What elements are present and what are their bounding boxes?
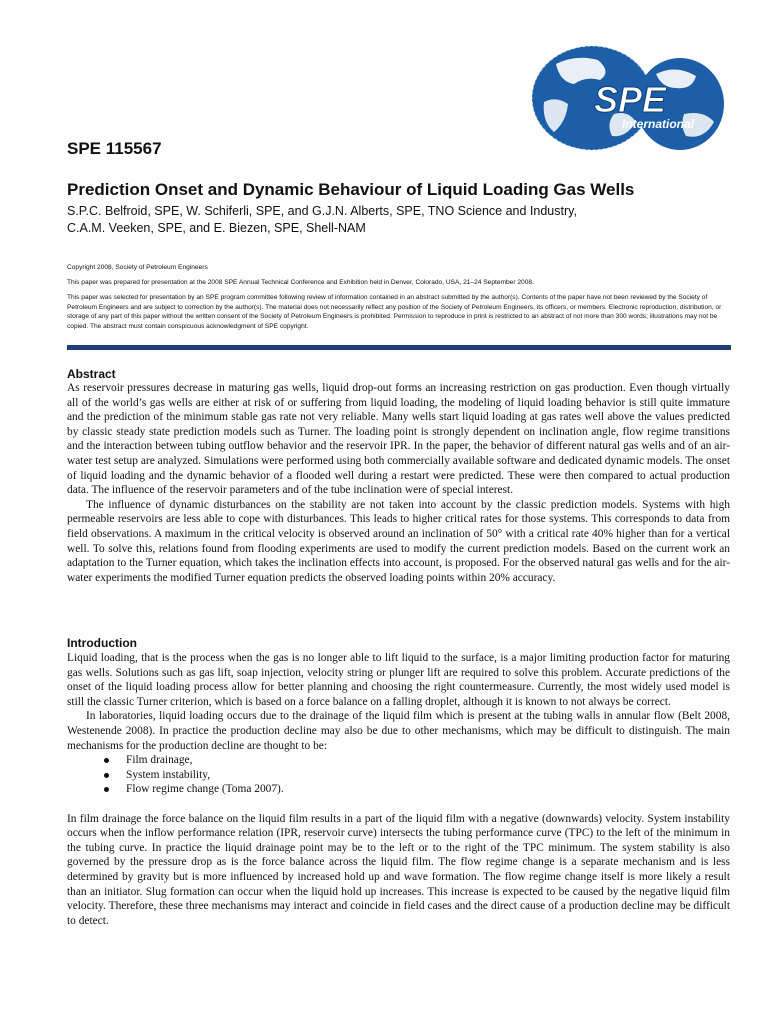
paragraph-gap [67, 797, 730, 812]
abstract-heading: Abstract [67, 367, 116, 381]
copyright-block [67, 263, 735, 337]
paper-title: Prediction Onset and Dynamic Behaviour of Liquid Loading Gas Wells [67, 180, 635, 199]
introduction-paragraph: In laboratories, liquid loading occurs due to the drainage of the liquid film which is present at the tubing walls in annular flow (Belt 2008, Westenende 2008). In practice the production decline may also be due to other mechanisms, which may be difficult to distinguish. The main mechanisms for the production decline are thought to be: [67, 710, 730, 752]
list-item: System instability, [104, 768, 730, 783]
introduction-paragraph: Liquid loading, that is the process when the gas is no longer able to lift liquid to the surface, is a major limiting production factor for maturing gas wells. Solutions such as gas lift, soap injection, velocity string or plunger lift are required to solve this problem. Accurate predictions of the onset of the liquid loading process allow for better planning and choosing the right countermeasure. Currently, the most widely used model is still the classic Turner criterion, which is based on a force balance on a falling droplet, although it is known to not always be correct. [67, 652, 730, 708]
author-line: S.P.C. Belfroid, SPE, W. Schiferli, SPE, and G.J.N. Alberts, SPE, TNO Science and Industry, [67, 204, 577, 218]
copyright-line: Copyright 2008, Society of Petroleum Engineers [67, 264, 208, 271]
paper-number: SPE 115567 [67, 139, 162, 158]
abstract-paragraph: The influence of dynamic disturbances on the stability are not taken into account by the classic prediction models. Systems with high permeable reservoirs are less able to cope with disturbances. This leads to higher critical rates for those systems. This corresponds to data from field observations. A maximum in the critical velocity is observed around an inclination of 50° with a critical rate 40% higher than for a vertical well. To solve this, relations found from flooding experiments are used to modify the current prediction models. Based on the current work an adaptation to the Turner equation, which takes the inclination effects into account, is proposed. For the observed natural gas wells and for the air-water experiments the modified Turner equation predicts the observed loading points within 20% accuracy. [67, 498, 730, 584]
presentation-note: This paper was prepared for presentation at the 2008 SPE Annual Technical Conference and Exhibition held in Denver, Colorado, USA, 21–24 September 2008. [67, 279, 534, 286]
introduction-paragraph: In film drainage the force balance on the liquid film results in a part of the liquid film with a negative (downwards) velocity. System instability occurs when the inflow performance relation (IPR, reservoir curve) intersects the tubing performance curve (TPC) to the left of the minimum in the tubing curve. In practice the liquid drainage point may be to the left or to the right of the TPC minimum. The system stability is also governed by the pressure drop as is the force balance across the liquid film. The flow regime change is a separate mechanism and is less determined by gravity but is more influenced by increased hold up and wave formation. The flow regime change itself is more likely a result than an initiator. Slug formation can occur when the liquid hold up increases. This increase is expected to be caused by the negative liquid film velocity. Therefore, these three mechanisms may interact and coincide in field cases and the direct cause of a production decline may be difficult to detect. [67, 812, 730, 927]
logo-subtitle: International [622, 117, 695, 131]
abstract-paragraph: As reservoir pressures decrease in maturing gas wells, liquid drop-out forms an increasing restriction on gas production. Even though virtually all of the world’s gas wells are either at risk of or suffering from liquid loading, the modeling of liquid loading behavior is still quite immature and the prediction of the minimum stable gas rate not very reliable. Many wells start liquid loading at gas rates well above the values predicted by classic steady state prediction models such as Turner. The loading point is strongly dependent on inclination angle, flow regime transitions and the interaction between tubing outflow behavior and the reservoir IPR. In the paper, the behavior of different natural gas wells and of an air-water test setup are analyzed. Simulations were performed using both commercially available software and dedicated dynamic models. The onset of liquid loading and the dynamic behavior of a flooded well during a restart were predicted. These were then compared to actual production data. The influence of the reservoir parameters and of the tube inclination were of special interest. [67, 382, 730, 497]
abstract-body [67, 381, 730, 585]
author-list [67, 203, 747, 237]
introduction-body [67, 651, 730, 928]
mechanism-list [67, 753, 730, 797]
list-item: Flow regime change (Toma 2007). [104, 782, 730, 797]
introduction-heading: Introduction [67, 636, 137, 650]
logo-wordmark: SPE [594, 79, 667, 120]
review-disclaimer: This paper was selected for presentation by an SPE program committee following review of information contained in an abstract submitted by the author(s). Contents of the paper have not been reviewed by the Society of Petroleum Engineers and are subject to correction by the author(s). The material does not necessarily reflect any position of the Society of Petroleum Engineers, its officers, or members. Electronic reproduction, distribution, or storage of any part of this paper without the written consent of the Society of Petroleum Engineers is prohibited. Permission to reproduce in print is restricted to an abstract of not more than 300 words; illustrations may not be copied. The abstract must contain conspicuous acknowledgment of SPE copyright. [67, 294, 722, 330]
list-item: Film drainage, [104, 753, 730, 768]
spe-international-logo [516, 44, 728, 152]
header-divider [67, 345, 731, 350]
author-line: C.A.M. Veeken, SPE, and E. Biezen, SPE, Shell-NAM [67, 221, 366, 235]
